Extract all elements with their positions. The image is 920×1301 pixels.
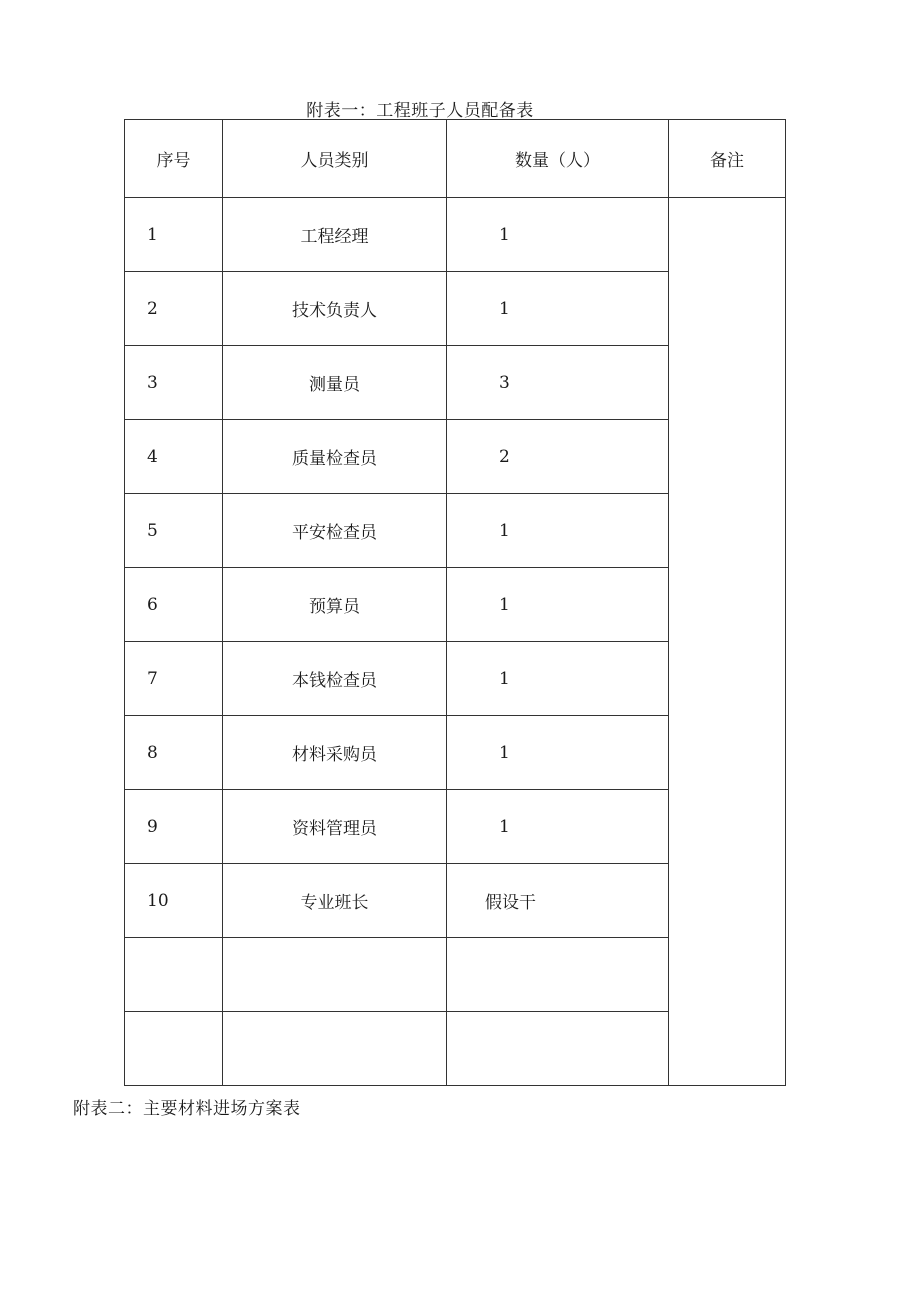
cell-category: 资料管理员 bbox=[223, 790, 447, 864]
cell-quantity: 1 bbox=[447, 568, 669, 642]
cell-no: 7 bbox=[125, 642, 223, 716]
table-title bbox=[0, 96, 920, 121]
header-quantity: 数量（人） bbox=[447, 120, 669, 198]
cell-no: 1 bbox=[125, 198, 223, 272]
cell-no: 4 bbox=[125, 420, 223, 494]
cell-quantity: 1 bbox=[447, 198, 669, 272]
cell-category: 材料采购员 bbox=[223, 716, 447, 790]
cell-quantity: 1 bbox=[447, 716, 669, 790]
header-no: 序号 bbox=[125, 120, 223, 198]
cell-category bbox=[223, 1012, 447, 1086]
cell-category: 专业班长 bbox=[223, 864, 447, 938]
header-category: 人员类别 bbox=[223, 120, 447, 198]
cell-category: 质量检查员 bbox=[223, 420, 447, 494]
cell-no: 9 bbox=[125, 790, 223, 864]
cell-category: 平安检查员 bbox=[223, 494, 447, 568]
cell-category: 预算员 bbox=[223, 568, 447, 642]
cell-category: 技术负责人 bbox=[223, 272, 447, 346]
cell-quantity: 1 bbox=[447, 494, 669, 568]
cell-quantity: 3 bbox=[447, 346, 669, 420]
cell-quantity: 1 bbox=[447, 790, 669, 864]
table-title-text: 附表一：工程班子人员配备表 bbox=[306, 101, 534, 121]
cell-category bbox=[223, 938, 447, 1012]
cell-no: 5 bbox=[125, 494, 223, 568]
cell-no: 8 bbox=[125, 716, 223, 790]
cell-quantity: 1 bbox=[447, 272, 669, 346]
cell-note-merged bbox=[669, 198, 786, 1086]
cell-category: 工程经理 bbox=[223, 198, 447, 272]
cell-no bbox=[125, 938, 223, 1012]
cell-quantity: 1 bbox=[447, 642, 669, 716]
cell-no: 3 bbox=[125, 346, 223, 420]
cell-no: 6 bbox=[125, 568, 223, 642]
cell-no: 2 bbox=[125, 272, 223, 346]
cell-quantity: 假设干 bbox=[447, 864, 669, 938]
cell-quantity bbox=[447, 938, 669, 1012]
cell-quantity bbox=[447, 1012, 669, 1086]
cell-category: 本钱检查员 bbox=[223, 642, 447, 716]
staff-table bbox=[124, 119, 786, 1086]
cell-quantity: 2 bbox=[447, 420, 669, 494]
cell-no: 10 bbox=[125, 864, 223, 938]
cell-no bbox=[125, 1012, 223, 1086]
header-note: 备注 bbox=[669, 120, 786, 198]
table-row bbox=[125, 198, 786, 272]
next-table-title: 附表二：主要材料进场方案表 bbox=[73, 1099, 301, 1119]
cell-category: 测量员 bbox=[223, 346, 447, 420]
table-header-row bbox=[125, 120, 786, 198]
